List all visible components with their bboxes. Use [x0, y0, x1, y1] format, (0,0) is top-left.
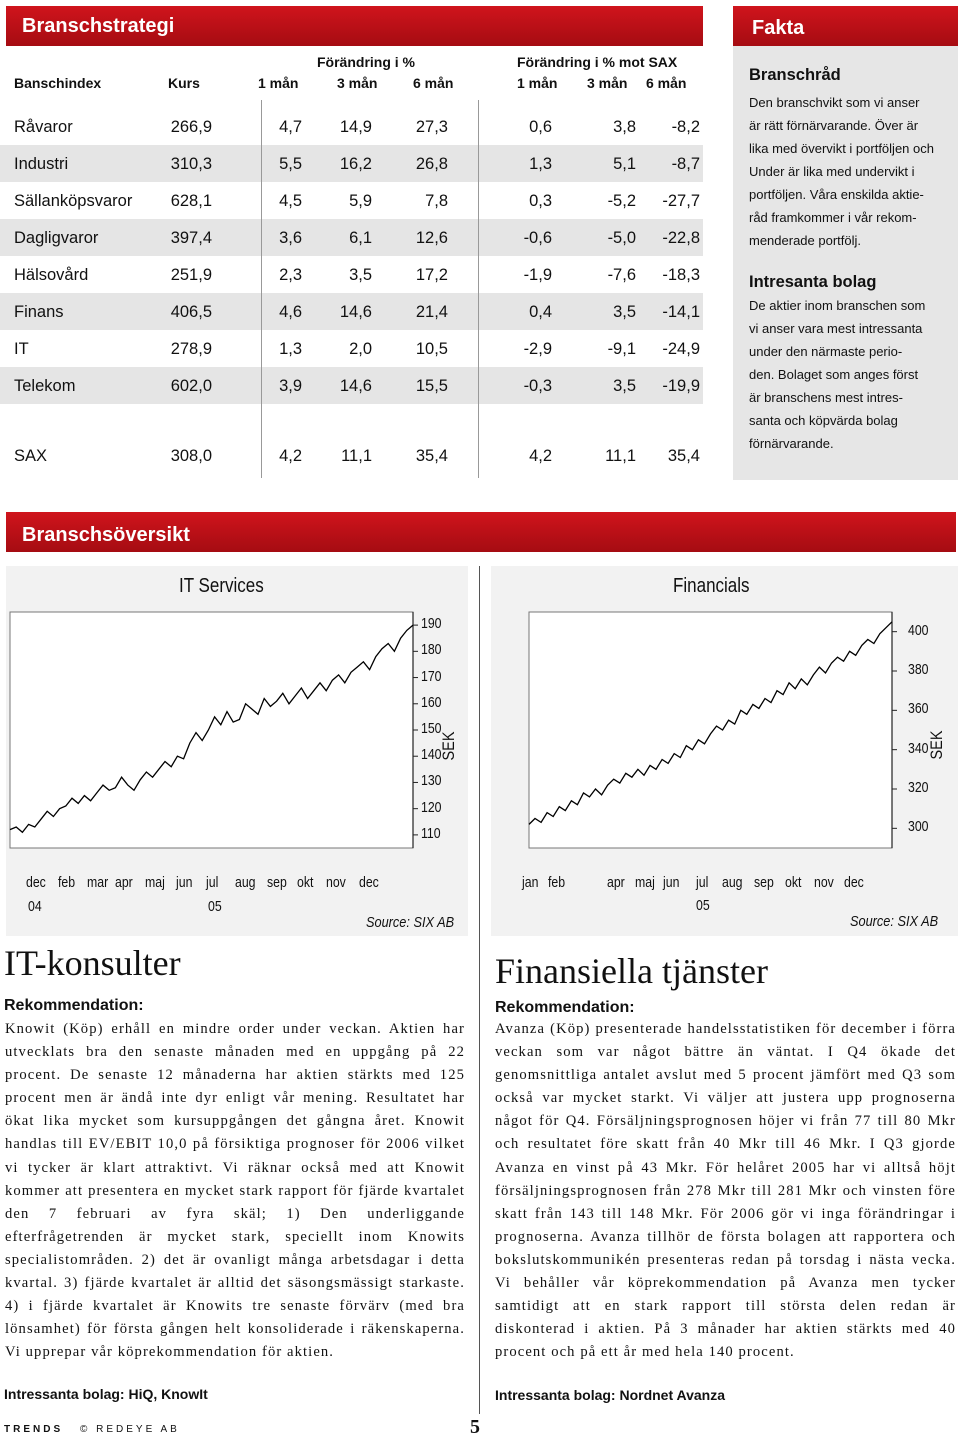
- fakta-panel: [733, 6, 958, 480]
- cell-name: SAX: [14, 447, 48, 465]
- overview-header-bar: [6, 512, 956, 552]
- cell-kurs: 266,9: [170, 118, 212, 136]
- header-kurs: Kurs: [168, 75, 200, 91]
- fin-heading: Finansiella tjänster: [495, 951, 768, 991]
- x-tick-label: apr: [607, 874, 625, 891]
- x-tick-label: okt: [297, 874, 314, 891]
- x-tick-label: okt: [785, 874, 802, 891]
- cell-s1: -0,3: [523, 377, 552, 395]
- fakta-header-bar: [733, 6, 958, 46]
- cell-s6: 35,4: [667, 447, 700, 465]
- cell-kurs: 278,9: [170, 340, 212, 358]
- intresanta-title: Intresanta bolag: [749, 273, 877, 291]
- it-heading: IT-konsulter: [4, 943, 181, 983]
- cell-s1: 0,3: [529, 192, 552, 210]
- cell-s3: 3,5: [613, 377, 636, 395]
- cell-s3: 5,1: [613, 155, 636, 173]
- x-tick-label: jan: [522, 874, 539, 891]
- x-tick-label: apr: [115, 874, 133, 891]
- fakta-line: Under är lika med undervikt i: [749, 164, 915, 179]
- y-tick-label: 360: [908, 700, 929, 718]
- x-tick-label: sep: [754, 874, 774, 891]
- sax-row: [0, 438, 705, 475]
- intresanta-text: [749, 294, 954, 455]
- cell-s3: -5,0: [607, 229, 636, 247]
- it-body: Knowit (Köp) erhåll en mindre order under veckan. Aktien har utvecklats bra den senaste månaden med en uppgång på 22 procent. De senaste 12 månaderna har aktien stärkts med 125 procent men är ändå inte dyr enligt vår mening. Resultatet har ökat lika mycket som kursuppgången det gångna året. Knowit handlas till EV/EBIT 10,0 på försiktiga prognoser för 2006 vilket vi tycker är klart attraktivt. Vi räknar också med att Knowit kommer att presentera en mycket stark rapport för fjärde kvartalet den 7 februari av fyra skäl; 1) Den underliggande efterfrågetrenden är mycket stark, speciellt inom Knowits specialistområden. 2) det är ovanligt många arbetsdagar i detta kvartal. 3) fjärde kvartalet är alltid det säsongsmässigt starkaste. 4) i fjärde kvartalet är Knowits tre senaste förvärv (med bra lönsamhet) för första gången helt konsoliderade i räkenskaperna. Vi upprepar vår köprekommendation för aktien.: [5, 1021, 465, 1361]
- cell-s3: 11,1: [605, 447, 636, 465]
- cell-name: IT: [14, 340, 29, 358]
- cell-name: Hälsovård: [14, 266, 89, 284]
- table-row: [0, 294, 705, 331]
- x-tick-label: maj: [145, 874, 165, 891]
- x-tick-label: jul: [206, 874, 219, 891]
- cell-s3: 3,5: [613, 303, 636, 321]
- y-tick-label: 180: [421, 641, 442, 659]
- table-row: [0, 220, 705, 257]
- table-row: [0, 368, 705, 405]
- cell-c1: 5,5: [279, 155, 302, 173]
- cell-s6: -14,1: [662, 303, 700, 321]
- cell-c6: 26,8: [415, 155, 448, 173]
- y-tick-label: 380: [908, 661, 929, 678]
- header-index: Banschindex: [14, 75, 102, 91]
- cell-s6: -27,7: [662, 192, 700, 210]
- cell-c1: 3,6: [279, 229, 302, 247]
- cell-c6: 12,6: [415, 229, 448, 247]
- cell-s6: -19,9: [662, 377, 700, 395]
- y-tick-label: 190: [421, 615, 442, 633]
- cell-name: Råvaror: [14, 118, 73, 136]
- fakta-title: Fakta: [752, 17, 805, 39]
- cell-c3: 5,9: [349, 192, 372, 210]
- cell-s1: 1,3: [529, 155, 552, 173]
- table-row: [0, 183, 705, 220]
- cell-s6: -22,8: [662, 229, 700, 247]
- year-label: 04: [28, 898, 42, 915]
- x-tick-label: feb: [58, 874, 76, 891]
- y-tick-label: 340: [908, 739, 929, 757]
- year-label: 05: [208, 898, 222, 915]
- fin-body: Avanza (Köp) presenterade handelsstatistiken för december i förra veckan som var något bättre än väntat. I Q4 ökade det genomsnittliga antalet avslut med 5 procent jämfört med Q3 som också var mycket starkt. Vi väljer att justera upp prognoserna något för Q4. Försäljningsprognosen höjer vi från 77 till 80 Mkr och resultatet före skatt från 40 Mkr till 46 Mkr. I Q3 gjorde Avanza en vinst på 43 Mkr. För helåret 2005 har vi alltså höjt försäljningsprognosen från 278 Mkr till 281 Mkr och vinsten före skatt från 143 till 148 Mkr. För 2006 gör vi inga förändringar i prognoserna. Avanza tillhör de första bolagen att rapportera och bokslutskommunikén presenteras redan på torsdag i nästa vecka. Vi behåller vår köprekommendation på Avanza men tycker samtidigt att en stark rapport till största delen redan är diskonterad i aktien. På 3 månader har aktien stärkts med 40 procent och på ett år med hela 140 procent.: [495, 1021, 956, 1361]
- header-3man: 3 mån: [337, 75, 378, 91]
- cell-s1: -2,9: [523, 340, 552, 358]
- cell-c1: 1,3: [279, 340, 302, 358]
- cell-c1: 3,9: [279, 377, 302, 395]
- x-tick-label: jun: [176, 874, 193, 891]
- it-chart-title: IT Services: [179, 575, 264, 597]
- x-tick-label: dec: [26, 874, 46, 891]
- overview-title: Branschsöversikt: [22, 524, 190, 546]
- header-change-group: Förändring i %: [317, 54, 415, 70]
- year-label: 05: [696, 897, 710, 914]
- fakta-line: den. Bolaget som anges först: [749, 367, 919, 382]
- cell-c1: 2,3: [279, 266, 302, 284]
- x-tick-label: dec: [359, 874, 379, 891]
- fakta-line: portföljen. Våra enskilda aktie-: [749, 187, 924, 202]
- footer-brand: TRENDS: [4, 1424, 64, 1435]
- cell-c1: 4,6: [279, 303, 302, 321]
- it-rec-label: Rekommendation:: [4, 997, 144, 1014]
- cell-s6: -8,2: [671, 118, 700, 136]
- column-divider: [479, 566, 480, 1414]
- cell-kurs: 602,0: [170, 377, 212, 395]
- fakta-line: är branschens mest intres-: [749, 390, 903, 405]
- fin-interesting: Intressanta bolag: Nordnet Avanza: [495, 1387, 726, 1403]
- table-row: [0, 146, 705, 183]
- header-6man: 6 mån: [413, 75, 454, 91]
- cell-c3: 3,5: [349, 266, 372, 284]
- fakta-line: De aktier inom branschen som: [749, 298, 926, 313]
- cell-s1: -1,9: [523, 266, 552, 284]
- cell-kurs: 628,1: [170, 192, 212, 210]
- cell-c6: 17,2: [415, 266, 448, 284]
- cell-kurs: 308,0: [170, 447, 212, 465]
- x-tick-label: nov: [814, 874, 834, 891]
- x-tick-label: maj: [635, 874, 655, 891]
- y-tick-label: 150: [421, 720, 442, 737]
- y-tick-label: 130: [421, 772, 442, 790]
- cell-kurs: 397,4: [170, 229, 212, 247]
- cell-s3: -7,6: [607, 266, 636, 284]
- cell-c6: 7,8: [425, 192, 448, 210]
- cell-c1: 4,7: [279, 118, 302, 136]
- cell-name: Dagligvaror: [14, 229, 99, 247]
- cell-s6: -18,3: [662, 266, 700, 284]
- cell-c3: 16,2: [339, 155, 372, 173]
- fakta-line: santa och köpvärda bolag: [749, 413, 898, 428]
- cell-s3: 3,8: [613, 118, 636, 136]
- fakta-line: råd framkommer i vår rekom-: [749, 210, 917, 225]
- fakta-line: menderade portfölj.: [749, 233, 862, 248]
- it-interesting: Intressanta bolag: HiQ, KnowIt: [4, 1386, 208, 1402]
- x-tick-label: sep: [267, 874, 287, 891]
- cell-s3: -5,2: [607, 192, 636, 210]
- table-row: [0, 257, 705, 294]
- fakta-line: vi anser vara mest intressanta: [749, 321, 923, 336]
- cell-s1: 0,4: [529, 303, 552, 321]
- cell-kurs: 310,3: [170, 155, 212, 173]
- cell-s6: -8,7: [671, 155, 700, 173]
- y-tick-label: 400: [908, 621, 929, 639]
- header-sax-1man: 1 mån: [517, 75, 558, 91]
- strategy-title: Branschstrategi: [22, 15, 175, 37]
- cell-c3: 2,0: [349, 340, 372, 358]
- x-tick-label: mar: [87, 874, 109, 891]
- fin-rec-label: Rekommendation:: [495, 999, 635, 1016]
- y-tick-label: 160: [421, 693, 442, 711]
- cell-c3: 14,6: [339, 303, 372, 321]
- cell-name: Finans: [14, 303, 64, 321]
- branschrad-text: [749, 91, 954, 252]
- fakta-line: under den närmaste perio-: [749, 344, 903, 359]
- table-row: [0, 109, 705, 146]
- x-tick-label: aug: [235, 874, 256, 891]
- it-chart-source: Source: SIX AB: [366, 914, 455, 931]
- cell-c1: 4,5: [279, 192, 302, 210]
- cell-name: Sällanköpsvaror: [14, 192, 133, 210]
- price-line: [529, 622, 892, 825]
- fakta-line: Den branschvikt som vi anser: [749, 95, 920, 110]
- header-change-sax-group: Förändring i % mot SAX: [517, 54, 678, 70]
- header-sax-6man: 6 mån: [646, 75, 687, 91]
- footer-copyright: © REDEYE AB: [80, 1424, 180, 1435]
- plot-area: [529, 612, 892, 848]
- cell-c6: 15,5: [415, 377, 448, 395]
- header-sax-3man: 3 mån: [587, 75, 628, 91]
- fakta-line: är rätt förnärvarande. Över är: [749, 118, 919, 133]
- cell-c6: 35,4: [415, 447, 448, 465]
- strategy-header-bar: [6, 6, 703, 46]
- cell-s1: 0,6: [529, 118, 552, 136]
- header-1man: 1 mån: [258, 75, 299, 91]
- page-number: 5: [470, 1416, 480, 1438]
- y-tick-label: 110: [421, 824, 441, 842]
- fin-chart-source: Source: SIX AB: [850, 913, 939, 930]
- y-tick-label: 170: [421, 667, 442, 685]
- table-row: [0, 331, 705, 368]
- cell-s1: 4,2: [529, 447, 552, 465]
- branschrad-title: Branschråd: [749, 66, 841, 84]
- cell-name: Industri: [14, 155, 69, 173]
- fakta-line: lika med övervikt i portföljen och: [749, 141, 934, 156]
- x-tick-label: dec: [844, 874, 864, 891]
- cell-s3: -9,1: [607, 340, 636, 358]
- x-tick-label: nov: [326, 874, 346, 891]
- y-tick-label: 120: [421, 798, 442, 816]
- fin-chart-title: Financials: [673, 575, 750, 597]
- x-tick-label: jun: [663, 874, 680, 891]
- x-tick-label: feb: [548, 874, 566, 891]
- cell-c6: 27,3: [415, 118, 448, 136]
- x-tick-label: aug: [722, 874, 743, 891]
- cell-c3: 14,9: [339, 118, 372, 136]
- cell-kurs: 406,5: [170, 303, 212, 321]
- cell-kurs: 251,9: [170, 266, 212, 284]
- cell-s1: -0,6: [523, 229, 552, 247]
- cell-c3: 11,1: [341, 447, 372, 465]
- y-axis-unit: SEK: [439, 731, 459, 761]
- fakta-line: förnärvarande.: [749, 436, 834, 451]
- y-axis-unit: SEK: [927, 730, 947, 760]
- cell-name: Telekom: [14, 377, 76, 395]
- cell-c3: 6,1: [349, 229, 372, 247]
- x-tick-label: jul: [696, 874, 709, 891]
- y-tick-label: 300: [908, 818, 929, 836]
- cell-c1: 4,2: [279, 447, 302, 465]
- cell-s6: -24,9: [662, 340, 700, 358]
- cell-c6: 21,4: [415, 303, 448, 321]
- y-tick-label: 320: [908, 779, 929, 796]
- y-tick-label: 140: [421, 746, 442, 764]
- cell-c6: 10,5: [415, 340, 448, 358]
- cell-c3: 14,6: [339, 377, 372, 395]
